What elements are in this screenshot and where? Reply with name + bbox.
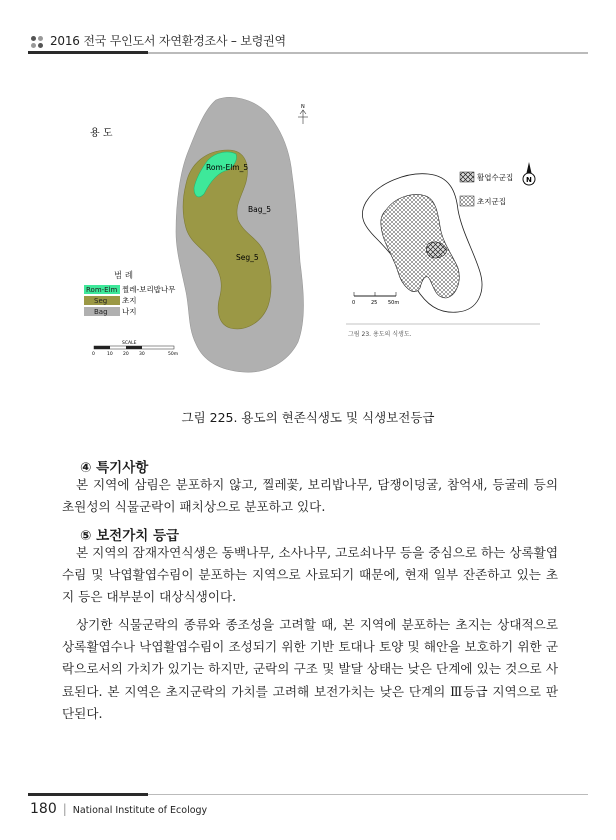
section-4-text: 본 지역에 삼림은 분포하지 않고, 찔레꽃, 보리밥나무, 담쟁이덩굴, 참억새, 등굴레 등의 초원성의 식물군락이 패치상으로 분포하고 있다. <box>62 477 558 515</box>
svg-text:25: 25 <box>371 300 378 306</box>
footer-rule <box>28 794 588 795</box>
figure-svg <box>78 92 548 382</box>
region-label-seg: Seg_5 <box>236 253 259 262</box>
header-rule <box>28 52 588 54</box>
island-label: 용 도 <box>90 128 113 139</box>
legend-code-seg: Seg <box>94 297 108 305</box>
figure-caption: 그림 225. 용도의 현존식생도 및 식생보전등급 <box>181 410 435 425</box>
section-5-paragraph-1: 본 지역의 잠재자연식생은 동백나무, 소사나무, 고로쇠나무 등을 중심으로 하는 상록활엽수림 및 낙엽활엽수림이 분포하는 지역으로 사료되기 때문에, 현재 일부 잔존하고 있는 초지 등은 대부분이 대상식생이다. <box>62 545 558 605</box>
left-map <box>84 97 308 372</box>
svg-text:50m: 50m <box>388 300 400 306</box>
svg-text:SCALE: SCALE <box>122 341 137 346</box>
left-scale-bar <box>92 340 178 357</box>
svg-text:0: 0 <box>92 352 95 357</box>
right-map <box>346 162 540 338</box>
svg-text:0: 0 <box>352 300 356 306</box>
footer-organization: National Institute of Ecology <box>72 805 208 816</box>
svg-text:50m: 50m <box>168 352 179 357</box>
right-scale-bar <box>352 292 399 306</box>
vegetation-figure <box>78 92 548 382</box>
legend-swatch-broadleaf <box>460 172 474 182</box>
svg-text:10: 10 <box>107 352 113 357</box>
svg-text:N: N <box>526 176 532 184</box>
legend-desc-seg: 초지 <box>122 296 137 305</box>
legend-swatch-grass <box>460 196 474 206</box>
legend-code-bag: Bag <box>94 308 108 316</box>
legend-code-rom-elm: Rom-Elm <box>86 286 118 294</box>
right-map-caption: 그림 23. 용도의 식생도. <box>348 331 412 338</box>
legend-desc-grass: 초지군집 <box>477 197 506 206</box>
svg-text:N: N <box>301 104 305 110</box>
header-title: 2016 전국 무인도서 자연환경조사 – 보령권역 <box>50 34 286 48</box>
legend-title: 범 례 <box>114 271 134 281</box>
page-footer: 180 | National Institute of Ecology <box>30 801 208 817</box>
header-dots-icon <box>31 36 45 48</box>
region-label-bag: Bag_5 <box>248 205 272 214</box>
legend-desc-rom-elm: 찔레-보리밥나무 <box>122 285 176 294</box>
svg-text:30: 30 <box>139 352 145 357</box>
right-north-arrow-icon <box>523 162 535 185</box>
section-4-title: ④ 특기사항 <box>80 460 149 476</box>
left-north-arrow-icon <box>298 104 308 124</box>
page-number: 180 <box>30 801 57 817</box>
svg-text:20: 20 <box>123 352 129 357</box>
section-5-paragraph-2: 상기한 식물군락의 종류와 종조성을 고려할 때, 본 지역에 분포하는 초지는 상대적으로 상록활엽수나 낙엽활엽수림이 조성되기 위한 기반 토대나 토양 및 해안을 보호하기 위한 군락으로서의 가치가 있기는 하지만, 군락의 구조 및 발달 상태는 낮은 단계에 있는 것으로 사료된다. 본 지역은 초지군락의 가치를 고려해 보전가치는 낮은 단계의 Ⅲ등급 지역으로 판단된다. <box>62 617 558 721</box>
legend-desc-broadleaf: 활엽수군집 <box>477 173 514 182</box>
legend-desc-bag: 나지 <box>122 307 137 316</box>
region-label-rom-elm: Rom-Elm_5 <box>206 163 249 172</box>
page-header <box>28 30 588 52</box>
section-5-title: ⑤ 보전가치 등급 <box>80 528 180 544</box>
